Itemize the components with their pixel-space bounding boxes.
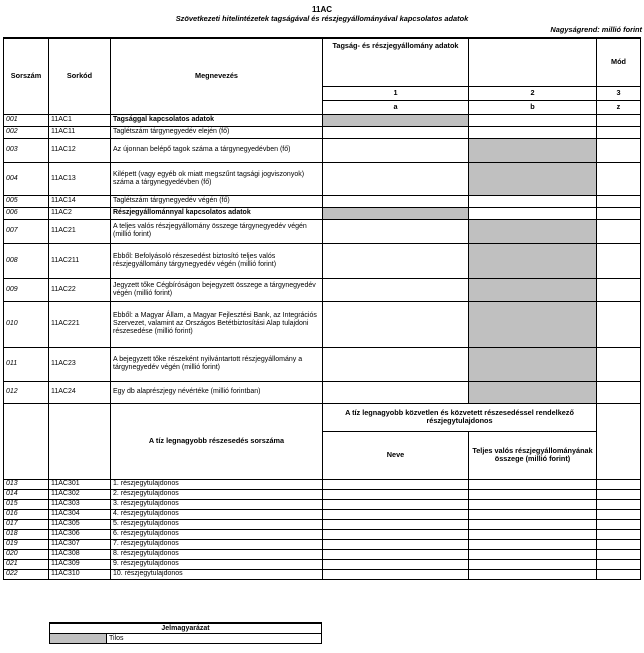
- owner-sorkod: 11AC305: [49, 519, 111, 529]
- owner-osszeg-value[interactable]: [469, 519, 597, 529]
- row-megnevezes: A bejegyzett tőke részeként nyilvántartott részjegyállomány a tárgynegyedév végén (millió forint): [111, 347, 323, 381]
- owner-sorszam: 013: [4, 479, 49, 489]
- row-mod[interactable]: [597, 219, 641, 243]
- owner-neve-value[interactable]: [323, 539, 469, 549]
- col-letter-b: b: [469, 100, 597, 114]
- row-megnevezes: Kilépett (vagy egyéb ok miatt megszűnt tagsági jogviszonyok) száma a tárgynegyedévben (fő): [111, 162, 323, 195]
- row-mod[interactable]: [597, 347, 641, 381]
- row-value-b: [469, 381, 597, 403]
- owner-mod-value[interactable]: [597, 479, 641, 489]
- owner-megnevezes: 2. részjegytulajdonos: [111, 489, 323, 499]
- owner-megnevezes: 1. részjegytulajdonos: [111, 479, 323, 489]
- owners-header-left: A tíz legnagyobb részesedés sorszáma: [111, 403, 323, 479]
- owner-megnevezes: 7. részjegytulajdonos: [111, 539, 323, 549]
- row-value-b: [469, 347, 597, 381]
- row-sorkod: 11AC12: [49, 138, 111, 162]
- row-mod[interactable]: [597, 114, 641, 126]
- row-mod[interactable]: [597, 138, 641, 162]
- row-sorszam: 012: [4, 381, 49, 403]
- table-row: [4, 243, 641, 278]
- owners-col-neve: Neve: [323, 431, 469, 479]
- owner-megnevezes: 10. részjegytulajdonos: [111, 569, 323, 579]
- owner-megnevezes: 3. részjegytulajdonos: [111, 499, 323, 509]
- row-megnevezes: Részjegyállománnyal kapcsolatos adatok: [111, 207, 323, 219]
- owner-sorkod: 11AC310: [49, 569, 111, 579]
- owner-row: [4, 509, 641, 519]
- row-value-b: [469, 162, 597, 195]
- owner-osszeg-value[interactable]: [469, 499, 597, 509]
- row-megnevezes: Ebből: Befolyásoló részesedést biztosító teljes valós részjegyállomány tárgynegyedév végén (millió forint): [111, 243, 323, 278]
- owner-neve-value[interactable]: [323, 479, 469, 489]
- row-sorkod: 11AC2: [49, 207, 111, 219]
- col-header-sorkod: Sorkód: [49, 38, 111, 114]
- row-mod[interactable]: [597, 195, 641, 207]
- col-letter-z: z: [597, 100, 641, 114]
- owner-row: [4, 549, 641, 559]
- table-row: [4, 347, 641, 381]
- owner-megnevezes: 5. részjegytulajdonos: [111, 519, 323, 529]
- owner-mod-value[interactable]: [597, 559, 641, 569]
- owner-osszeg-value[interactable]: [469, 569, 597, 579]
- table-row: [4, 126, 641, 138]
- owner-sorkod: 11AC308: [49, 549, 111, 559]
- row-mod[interactable]: [597, 162, 641, 195]
- owner-row: [4, 519, 641, 529]
- row-sorkod: 11AC1: [49, 114, 111, 126]
- owner-mod-value[interactable]: [597, 549, 641, 559]
- data-table: [3, 37, 641, 580]
- row-megnevezes: Egy db alaprészjegy névértéke (millió forintban): [111, 381, 323, 403]
- owner-sorszam: 015: [4, 499, 49, 509]
- owner-mod-value[interactable]: [597, 489, 641, 499]
- unit-note: Nagyságrend: millió forint: [550, 25, 642, 34]
- row-value-b[interactable]: [469, 126, 597, 138]
- row-value-b: [469, 138, 597, 162]
- row-sorkod: 11AC23: [49, 347, 111, 381]
- row-mod[interactable]: [597, 278, 641, 301]
- row-sorszam: 009: [4, 278, 49, 301]
- owner-neve-value[interactable]: [323, 519, 469, 529]
- row-megnevezes: Tagsággal kapcsolatos adatok: [111, 114, 323, 126]
- row-sorszam: 006: [4, 207, 49, 219]
- owner-mod-value[interactable]: [597, 539, 641, 549]
- row-megnevezes: Taglétszám tárgynegyedév elején (fő): [111, 126, 323, 138]
- legend-item-label: Tilos: [107, 634, 322, 644]
- owner-row: [4, 569, 641, 579]
- owner-mod-value[interactable]: [597, 529, 641, 539]
- legend-table: [49, 622, 322, 644]
- row-value-b[interactable]: [469, 207, 597, 219]
- row-value-b: [469, 219, 597, 243]
- owner-megnevezes: 4. részjegytulajdonos: [111, 509, 323, 519]
- table-row: [4, 278, 641, 301]
- row-sorkod: 11AC14: [49, 195, 111, 207]
- table-row: [4, 207, 641, 219]
- owner-neve-value[interactable]: [323, 509, 469, 519]
- owner-sorszam: 014: [4, 489, 49, 499]
- row-mod[interactable]: [597, 243, 641, 278]
- col-number-2: 2: [469, 86, 597, 100]
- row-value-a[interactable]: [323, 347, 469, 381]
- col-header-megnevezes: Megnevezés: [111, 38, 323, 114]
- row-value-a[interactable]: [323, 195, 469, 207]
- row-value-a[interactable]: [323, 301, 469, 347]
- owners-header-group: A tíz legnagyobb közvetlen és közvetett részesedéssel rendelkező részjegytulajdonos: [323, 403, 597, 431]
- owner-row: [4, 489, 641, 499]
- owner-sorkod: 11AC304: [49, 509, 111, 519]
- owner-neve-value[interactable]: [323, 569, 469, 579]
- owner-sorszam: 018: [4, 529, 49, 539]
- row-value-a[interactable]: [323, 138, 469, 162]
- owners-header-mod-blank: [597, 403, 641, 479]
- owners-header-sorkod-blank: [49, 403, 111, 479]
- owner-osszeg-value[interactable]: [469, 529, 597, 539]
- row-mod[interactable]: [597, 207, 641, 219]
- owner-mod-value[interactable]: [597, 509, 641, 519]
- row-sorkod: 11AC221: [49, 301, 111, 347]
- owner-sorszam: 021: [4, 559, 49, 569]
- row-sorszam: 005: [4, 195, 49, 207]
- table-row: [4, 219, 641, 243]
- owner-osszeg-value[interactable]: [469, 489, 597, 499]
- legend-title: Jelmagyarázat: [50, 623, 322, 634]
- owner-row: [4, 499, 641, 509]
- table-row: [4, 381, 641, 403]
- row-megnevezes: Az újonnan belépő tagok száma a tárgynegyedévben (fő): [111, 138, 323, 162]
- row-sorszam: 007: [4, 219, 49, 243]
- col-number-1: 1: [323, 86, 469, 100]
- owner-osszeg-value[interactable]: [469, 549, 597, 559]
- owner-neve-value[interactable]: [323, 549, 469, 559]
- row-value-b: [469, 301, 597, 347]
- table-row: [4, 114, 641, 126]
- row-value-b: [469, 243, 597, 278]
- row-mod[interactable]: [597, 301, 641, 347]
- owner-sorkod: 11AC307: [49, 539, 111, 549]
- table-row: [4, 301, 641, 347]
- table-row: [4, 195, 641, 207]
- owner-osszeg-value[interactable]: [469, 539, 597, 549]
- row-sorkod: 11AC22: [49, 278, 111, 301]
- owner-neve-value[interactable]: [323, 489, 469, 499]
- owner-neve-value[interactable]: [323, 499, 469, 509]
- owners-header-row: [4, 403, 641, 431]
- col-header-2: [469, 38, 597, 86]
- row-value-b[interactable]: [469, 114, 597, 126]
- row-sorszam: 008: [4, 243, 49, 278]
- row-sorszam: 004: [4, 162, 49, 195]
- row-megnevezes: Ebből: a Magyar Állam, a Magyar Fejlesztési Bank, az Integrációs Szervezet, valamint az Országos Betétbiztosítási Alap tulajdoni részesedése (millió forint): [111, 301, 323, 347]
- col-header-1: Tagság- és részjegyállomány adatok: [323, 38, 469, 86]
- col-header-sorszam: Sorszám: [4, 38, 49, 114]
- row-value-a[interactable]: [323, 381, 469, 403]
- legend-swatch: [50, 634, 107, 644]
- owner-sorkod: 11AC306: [49, 529, 111, 539]
- owner-megnevezes: 9. részjegytulajdonos: [111, 559, 323, 569]
- row-value-a[interactable]: [323, 243, 469, 278]
- owner-row: [4, 479, 641, 489]
- owner-osszeg-value[interactable]: [469, 559, 597, 569]
- row-sorszam: 001: [4, 114, 49, 126]
- table-row: [4, 162, 641, 195]
- owner-sorszam: 019: [4, 539, 49, 549]
- owner-sorkod: 11AC301: [49, 479, 111, 489]
- row-sorkod: 11AC13: [49, 162, 111, 195]
- owner-sorkod: 11AC302: [49, 489, 111, 499]
- row-sorkod: 11AC11: [49, 126, 111, 138]
- owner-sorszam: 016: [4, 509, 49, 519]
- owner-neve-value[interactable]: [323, 529, 469, 539]
- owner-osszeg-value[interactable]: [469, 509, 597, 519]
- owners-col-osszeg: Teljes valós részjegyállományának összege (millió forint): [469, 431, 597, 479]
- report-title: Szövetkezeti hitelintézetek tagságával és részjegyállományával kapcsolatos adatok: [175, 14, 469, 23]
- row-mod[interactable]: [597, 381, 641, 403]
- owner-sorkod: 11AC309: [49, 559, 111, 569]
- row-value-a[interactable]: [323, 219, 469, 243]
- col-letter-a: a: [323, 100, 469, 114]
- owner-mod-value[interactable]: [597, 569, 641, 579]
- row-sorszam: 011: [4, 347, 49, 381]
- table-row: [4, 138, 641, 162]
- owner-mod-value[interactable]: [597, 499, 641, 509]
- row-sorszam: 002: [4, 126, 49, 138]
- row-value-b: [469, 278, 597, 301]
- row-sorszam: 010: [4, 301, 49, 347]
- owner-row: [4, 539, 641, 549]
- owner-neve-value[interactable]: [323, 559, 469, 569]
- header-row: [4, 38, 641, 86]
- owner-sorszam: 022: [4, 569, 49, 579]
- row-value-a[interactable]: [323, 278, 469, 301]
- row-sorkod: 11AC211: [49, 243, 111, 278]
- row-value-b[interactable]: [469, 195, 597, 207]
- col-number-3: 3: [597, 86, 641, 100]
- row-sorkod: 11AC21: [49, 219, 111, 243]
- owner-megnevezes: 8. részjegytulajdonos: [111, 549, 323, 559]
- owner-row: [4, 529, 641, 539]
- owner-osszeg-value[interactable]: [469, 479, 597, 489]
- col-header-mod: Mód: [597, 38, 641, 86]
- row-value-a[interactable]: [323, 126, 469, 138]
- owner-sorszam: 017: [4, 519, 49, 529]
- owner-mod-value[interactable]: [597, 519, 641, 529]
- row-megnevezes: Taglétszám tárgynegyedév végén (fő): [111, 195, 323, 207]
- row-megnevezes: A teljes valós részjegyállomány összege tárgynegyedév végén (millió forint): [111, 219, 323, 243]
- owner-megnevezes: 6. részjegytulajdonos: [111, 529, 323, 539]
- owners-header-sorszam-blank: [4, 403, 49, 479]
- report-code: 11AC: [311, 5, 332, 14]
- row-sorszam: 003: [4, 138, 49, 162]
- row-megnevezes: Jegyzett tőke Cégbíróságon bejegyzett összege a tárgynegyedév végén (millió forint): [111, 278, 323, 301]
- row-value-a[interactable]: [323, 162, 469, 195]
- row-sorkod: 11AC24: [49, 381, 111, 403]
- owner-sorkod: 11AC303: [49, 499, 111, 509]
- owner-row: [4, 559, 641, 569]
- row-value-a: [323, 114, 469, 126]
- row-value-a: [323, 207, 469, 219]
- row-mod[interactable]: [597, 126, 641, 138]
- owner-sorszam: 020: [4, 549, 49, 559]
